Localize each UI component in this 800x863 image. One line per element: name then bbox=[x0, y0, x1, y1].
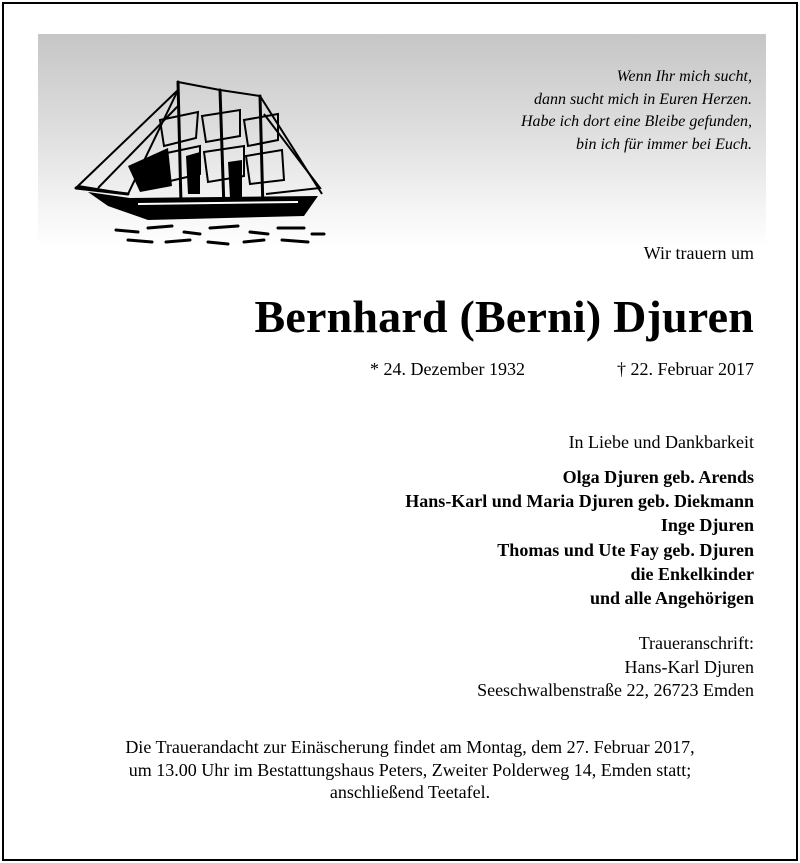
deceased-name: Bernhard (Berni) Djuren bbox=[254, 291, 754, 342]
service-notice bbox=[60, 736, 760, 804]
mourner-name: Olga Djuren geb. Arends bbox=[562, 467, 754, 487]
poem-line: Habe ich dort eine Bleibe gefunden, bbox=[520, 113, 752, 130]
notice-line: anschließend Teetafel. bbox=[329, 782, 491, 802]
mourning-intro: Wir trauern um bbox=[643, 243, 754, 263]
poem-line: dann sucht mich in Euren Herzen. bbox=[533, 90, 752, 108]
poem-line: Wenn Ihr mich sucht, bbox=[616, 68, 752, 85]
death-date: † 22. Februar 2017 bbox=[617, 359, 754, 379]
poem-line: bin ich für immer bei Euch. bbox=[576, 135, 752, 153]
mourner-name: Inge Djuren bbox=[660, 515, 754, 536]
poem bbox=[521, 66, 752, 156]
mourners-intro: In Liebe und Dankbarkeit bbox=[568, 432, 754, 452]
mourner-name: die Enkelkinder bbox=[630, 563, 754, 584]
mourning-address bbox=[477, 632, 754, 703]
sailing-ship-icon bbox=[68, 76, 330, 248]
mourners-list bbox=[405, 465, 754, 610]
birth-date: * 24. Dezember 1932 bbox=[370, 359, 525, 379]
address-street: Seeschwalbenstraße 22, 26723 Emden bbox=[477, 680, 754, 700]
mourner-name: Hans-Karl und Maria Djuren geb. Diekmann bbox=[405, 491, 754, 512]
notice-line: Die Trauerandacht zur Einäscherung findet am Montag, dem 27. Februar 2017, bbox=[125, 737, 695, 757]
address-label: Traueranschrift: bbox=[638, 633, 754, 653]
mourner-name: Thomas und Ute Fay geb. Djuren bbox=[497, 539, 754, 560]
notice-line: um 13.00 Uhr im Bestattungshaus Peters, Zweiter Polderweg 14, Emden statt; bbox=[128, 759, 692, 780]
mourner-name: und alle Angehörigen bbox=[589, 588, 754, 609]
address-name: Hans-Karl Djuren bbox=[624, 656, 754, 677]
